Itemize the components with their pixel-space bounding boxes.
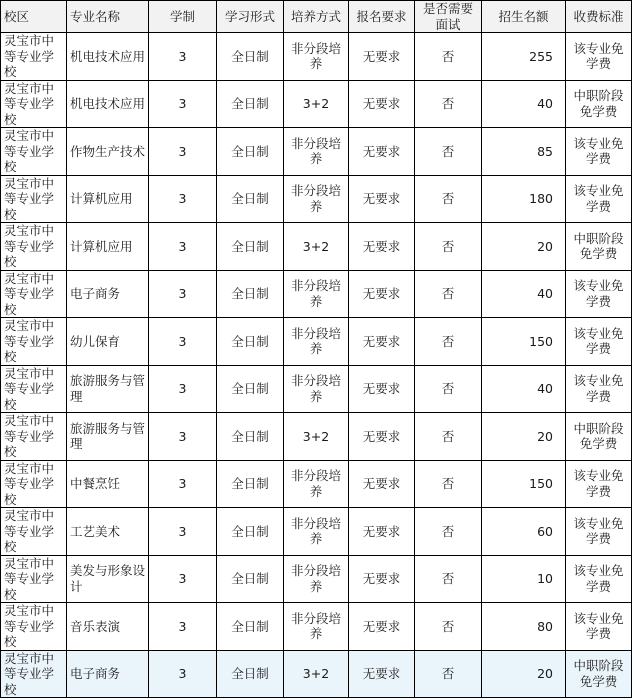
training-mode-cell: 非分段培养: [284, 555, 349, 603]
major-cell: 幼儿保育: [67, 318, 149, 366]
major-cell: 机电技术应用: [67, 80, 149, 128]
quota-cell: 180: [482, 175, 566, 223]
campus-cell: 灵宝市中等专业学校: [1, 175, 67, 223]
quota-cell: 40: [482, 80, 566, 128]
training-mode-cell: 非分段培养: [284, 603, 349, 651]
interview-cell: 否: [415, 413, 482, 461]
requirement-cell: 无要求: [349, 128, 415, 176]
requirement-cell: 无要求: [349, 223, 415, 271]
study-mode-cell: 全日制: [217, 555, 284, 603]
duration-cell: 3: [149, 33, 217, 81]
requirement-cell: 无要求: [349, 33, 415, 81]
fee-cell: 该专业免学费: [566, 365, 632, 413]
duration-cell: 3: [149, 413, 217, 461]
table-row: [1, 223, 632, 271]
quota-cell: 20: [482, 413, 566, 461]
header-training-mode: 培养方式: [284, 1, 349, 33]
interview-cell: 否: [415, 128, 482, 176]
interview-cell: 否: [415, 33, 482, 81]
duration-cell: 3: [149, 175, 217, 223]
campus-cell: 灵宝市中等专业学校: [1, 318, 67, 366]
campus-cell: 灵宝市中等专业学校: [1, 508, 67, 556]
fee-cell: 该专业免学费: [566, 318, 632, 366]
table-row: [1, 555, 632, 603]
major-cell: 旅游服务与管理: [67, 365, 149, 413]
header-duration: 学制: [149, 1, 217, 33]
table-row: [1, 650, 632, 698]
duration-cell: 3: [149, 650, 217, 698]
table-row: [1, 175, 632, 223]
quota-cell: 150: [482, 460, 566, 508]
campus-cell: 灵宝市中等专业学校: [1, 413, 67, 461]
table-row: [1, 128, 632, 176]
quota-cell: 60: [482, 508, 566, 556]
requirement-cell: 无要求: [349, 318, 415, 366]
quota-cell: 20: [482, 650, 566, 698]
study-mode-cell: 全日制: [217, 365, 284, 413]
fee-cell: 该专业免学费: [566, 128, 632, 176]
requirement-cell: 无要求: [349, 270, 415, 318]
major-cell: 美发与形象设计: [67, 555, 149, 603]
study-mode-cell: 全日制: [217, 128, 284, 176]
table-row: [1, 365, 632, 413]
table-row: [1, 460, 632, 508]
campus-cell: 灵宝市中等专业学校: [1, 80, 67, 128]
fee-cell: 中职阶段免学费: [566, 80, 632, 128]
campus-cell: 灵宝市中等专业学校: [1, 603, 67, 651]
major-cell: 工艺美术: [67, 508, 149, 556]
table-row: [1, 80, 632, 128]
duration-cell: 3: [149, 223, 217, 271]
study-mode-cell: 全日制: [217, 460, 284, 508]
table-row: [1, 270, 632, 318]
requirement-cell: 无要求: [349, 413, 415, 461]
training-mode-cell: 3+2: [284, 80, 349, 128]
major-cell: 作物生产技术: [67, 128, 149, 176]
training-mode-cell: 非分段培养: [284, 318, 349, 366]
requirement-cell: 无要求: [349, 650, 415, 698]
interview-cell: 否: [415, 460, 482, 508]
major-cell: 机电技术应用: [67, 33, 149, 81]
header-fee: 收费标准: [566, 1, 632, 33]
interview-cell: 否: [415, 555, 482, 603]
fee-cell: 该专业免学费: [566, 33, 632, 81]
interview-cell: 否: [415, 318, 482, 366]
header-requirements: 报名要求: [349, 1, 415, 33]
table-row: [1, 603, 632, 651]
fee-cell: 中职阶段免学费: [566, 223, 632, 271]
study-mode-cell: 全日制: [217, 650, 284, 698]
training-mode-cell: 非分段培养: [284, 128, 349, 176]
campus-cell: 灵宝市中等专业学校: [1, 223, 67, 271]
fee-cell: 该专业免学费: [566, 603, 632, 651]
major-cell: 计算机应用: [67, 175, 149, 223]
header-row: [1, 1, 632, 33]
campus-cell: 灵宝市中等专业学校: [1, 270, 67, 318]
requirement-cell: 无要求: [349, 80, 415, 128]
study-mode-cell: 全日制: [217, 175, 284, 223]
training-mode-cell: 非分段培养: [284, 508, 349, 556]
requirement-cell: 无要求: [349, 460, 415, 508]
interview-cell: 否: [415, 650, 482, 698]
quota-cell: 40: [482, 365, 566, 413]
study-mode-cell: 全日制: [217, 413, 284, 461]
duration-cell: 3: [149, 603, 217, 651]
duration-cell: 3: [149, 270, 217, 318]
interview-cell: 否: [415, 508, 482, 556]
fee-cell: 该专业免学费: [566, 270, 632, 318]
header-interview: 是否需要面试: [415, 1, 482, 33]
requirement-cell: 无要求: [349, 175, 415, 223]
header-quota: 招生名额: [482, 1, 566, 33]
table-row: [1, 413, 632, 461]
campus-cell: 灵宝市中等专业学校: [1, 365, 67, 413]
duration-cell: 3: [149, 318, 217, 366]
table-row: [1, 318, 632, 366]
campus-cell: 灵宝市中等专业学校: [1, 650, 67, 698]
quota-cell: 85: [482, 128, 566, 176]
table-row: [1, 33, 632, 81]
header-campus: 校区: [1, 1, 67, 33]
major-cell: 电子商务: [67, 650, 149, 698]
fee-cell: 该专业免学费: [566, 460, 632, 508]
requirement-cell: 无要求: [349, 555, 415, 603]
fee-cell: 该专业免学费: [566, 555, 632, 603]
table-row: [1, 508, 632, 556]
study-mode-cell: 全日制: [217, 223, 284, 271]
quota-cell: 40: [482, 270, 566, 318]
fee-cell: 该专业免学费: [566, 508, 632, 556]
duration-cell: 3: [149, 128, 217, 176]
quota-cell: 255: [482, 33, 566, 81]
training-mode-cell: 非分段培养: [284, 365, 349, 413]
quota-cell: 10: [482, 555, 566, 603]
interview-cell: 否: [415, 365, 482, 413]
training-mode-cell: 3+2: [284, 413, 349, 461]
study-mode-cell: 全日制: [217, 270, 284, 318]
training-mode-cell: 3+2: [284, 650, 349, 698]
duration-cell: 3: [149, 80, 217, 128]
training-mode-cell: 非分段培养: [284, 175, 349, 223]
interview-cell: 否: [415, 270, 482, 318]
training-mode-cell: 非分段培养: [284, 270, 349, 318]
campus-cell: 灵宝市中等专业学校: [1, 128, 67, 176]
major-cell: 电子商务: [67, 270, 149, 318]
fee-cell: 该专业免学费: [566, 175, 632, 223]
header-study-mode: 学习形式: [217, 1, 284, 33]
training-mode-cell: 非分段培养: [284, 460, 349, 508]
major-cell: 计算机应用: [67, 223, 149, 271]
major-cell: 音乐表演: [67, 603, 149, 651]
quota-cell: 20: [482, 223, 566, 271]
duration-cell: 3: [149, 460, 217, 508]
requirement-cell: 无要求: [349, 508, 415, 556]
training-mode-cell: 非分段培养: [284, 33, 349, 81]
header-major: 专业名称: [67, 1, 149, 33]
duration-cell: 3: [149, 365, 217, 413]
interview-cell: 否: [415, 603, 482, 651]
study-mode-cell: 全日制: [217, 318, 284, 366]
major-cell: 旅游服务与管理: [67, 413, 149, 461]
quota-cell: 150: [482, 318, 566, 366]
duration-cell: 3: [149, 555, 217, 603]
study-mode-cell: 全日制: [217, 33, 284, 81]
study-mode-cell: 全日制: [217, 508, 284, 556]
quota-cell: 80: [482, 603, 566, 651]
interview-cell: 否: [415, 80, 482, 128]
requirement-cell: 无要求: [349, 603, 415, 651]
training-mode-cell: 3+2: [284, 223, 349, 271]
fee-cell: 中职阶段免学费: [566, 650, 632, 698]
study-mode-cell: 全日制: [217, 603, 284, 651]
study-mode-cell: 全日制: [217, 80, 284, 128]
campus-cell: 灵宝市中等专业学校: [1, 460, 67, 508]
requirement-cell: 无要求: [349, 365, 415, 413]
duration-cell: 3: [149, 508, 217, 556]
major-cell: 中餐烹饪: [67, 460, 149, 508]
fee-cell: 中职阶段免学费: [566, 413, 632, 461]
interview-cell: 否: [415, 175, 482, 223]
campus-cell: 灵宝市中等专业学校: [1, 555, 67, 603]
interview-cell: 否: [415, 223, 482, 271]
campus-cell: 灵宝市中等专业学校: [1, 33, 67, 81]
